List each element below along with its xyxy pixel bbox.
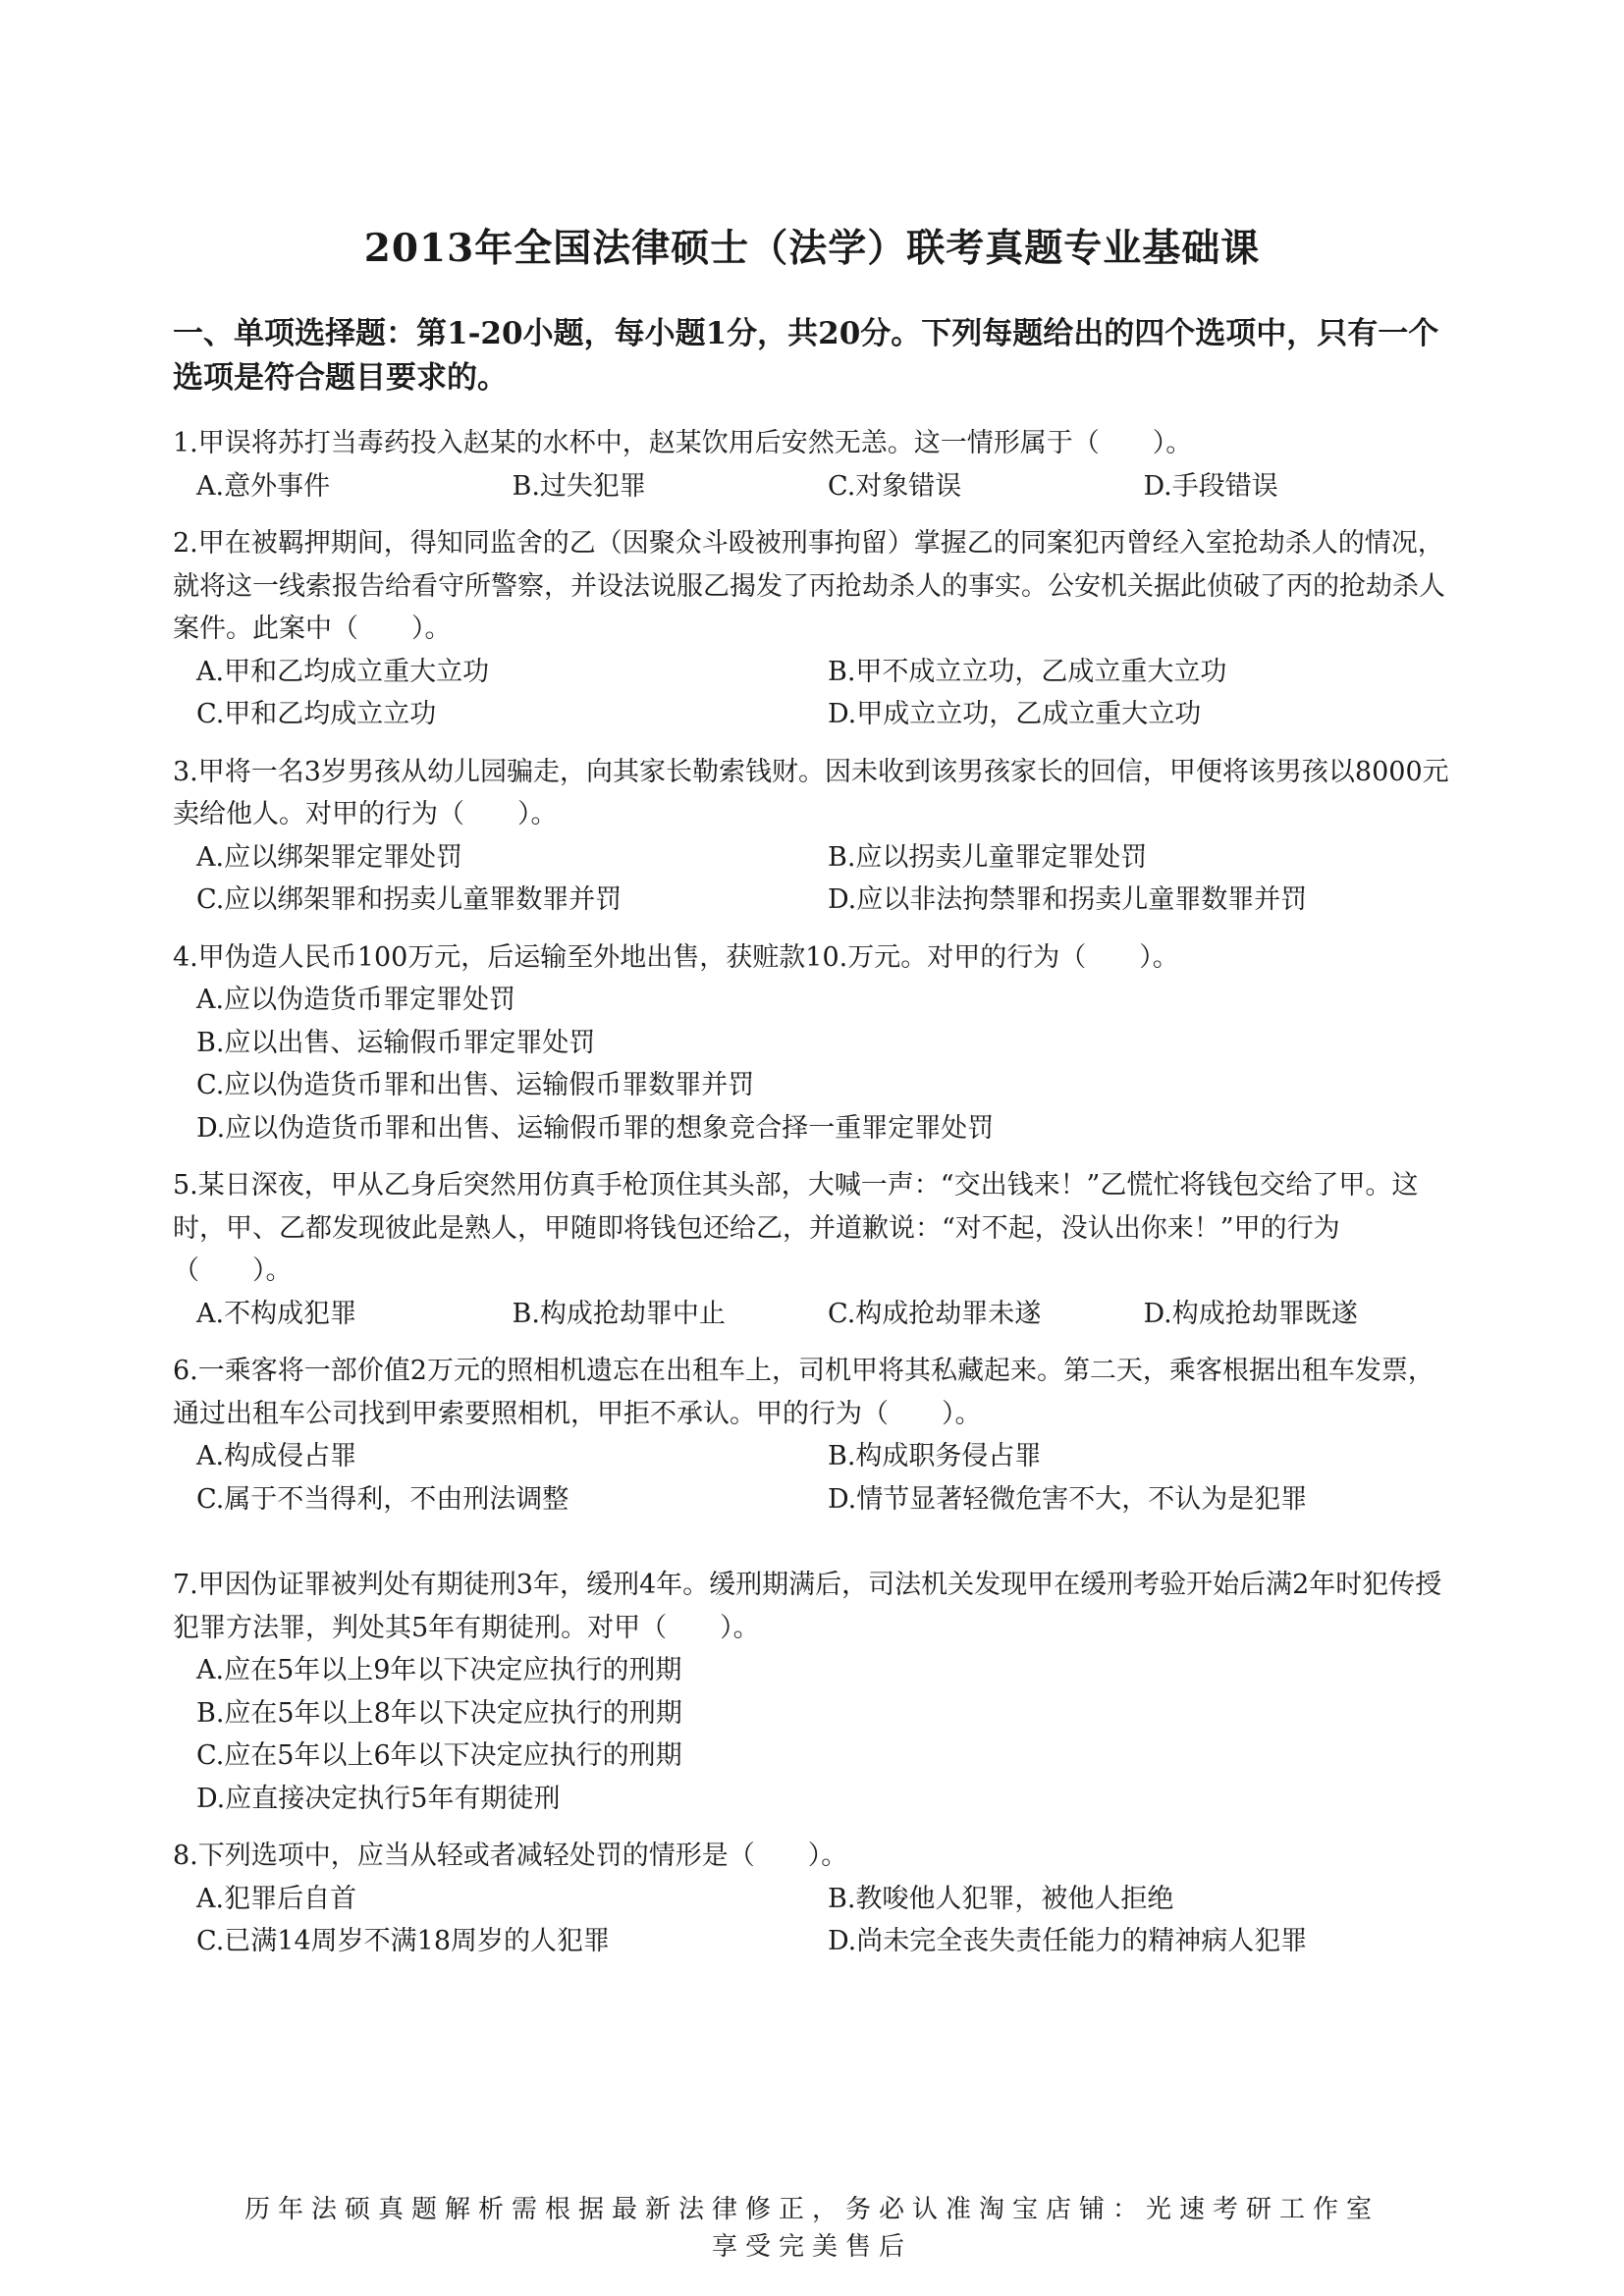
option-c: C.应以绑架罪和拐卖儿童罪数罪并罚 xyxy=(196,884,623,915)
option-a: A.应以绑架罪定罪处罚 xyxy=(196,841,463,873)
option-b: B.构成抢劫罪中止 xyxy=(512,1298,726,1329)
question-2 xyxy=(173,522,1459,736)
option-list xyxy=(173,979,1459,1149)
question-stem: 6.一乘客将一部价值2万元的照相机遗忘在出租车上，司机甲将其私藏起来。第二天，乘客根据出租车发票，通过出租车公司找到甲索要照相机，甲拒不承认。甲的行为（ ）。 xyxy=(173,1356,1435,1429)
option-d: D.应以伪造货币罪和出售、运输假币罪的想象竞合择一重罪定罪处罚 xyxy=(196,1112,995,1144)
option-list xyxy=(173,836,1459,922)
question-stem: 3.甲将一名3岁男孩从幼儿园骗走，向其家长勒索钱财。因未收到该男孩家长的回信，甲便将该男孩以8000元卖给他人。对甲的行为（ ）。 xyxy=(173,756,1449,829)
option-c: C.对象错误 xyxy=(828,470,962,502)
question-8 xyxy=(173,1835,1459,1963)
option-list xyxy=(173,1293,1459,1336)
option-a: A.不构成犯罪 xyxy=(196,1298,357,1329)
option-d: D.应直接决定执行5年有期徒刑 xyxy=(196,1783,561,1814)
question-7 xyxy=(173,1564,1459,1820)
option-d: D.手段错误 xyxy=(1143,470,1278,502)
footer-line-1: 历年法硕真题解析需根据最新法律修正，务必认准淘宝店铺：光速考研工作室 xyxy=(244,2195,1380,2224)
option-b: B.构成职务侵占罪 xyxy=(828,1441,1042,1471)
option-c: C.应以伪造货币罪和出售、运输假币罪数罪并罚 xyxy=(196,1070,755,1100)
question-1 xyxy=(173,422,1459,507)
question-3 xyxy=(173,751,1459,922)
question-5 xyxy=(173,1164,1459,1335)
question-list xyxy=(173,422,1459,1963)
option-list xyxy=(173,1649,1459,1820)
option-d: D.尚未完全丧失责任能力的精神病人犯罪 xyxy=(828,1926,1308,1956)
option-c: C.构成抢劫罪未遂 xyxy=(828,1298,1042,1329)
option-a: A.应以伪造货币罪定罪处罚 xyxy=(196,985,516,1015)
option-a: A.应在5年以上9年以下决定应执行的刑期 xyxy=(196,1655,682,1685)
question-stem: 8.下列选项中，应当从轻或者减轻处罚的情形是（ ）。 xyxy=(173,1841,848,1871)
option-c: C.已满14周岁不满18周岁的人犯罪 xyxy=(196,1926,610,1956)
option-list xyxy=(173,1435,1459,1521)
option-b: B.甲不成立立功，乙成立重大立功 xyxy=(828,656,1227,687)
option-b: B.过失犯罪 xyxy=(512,470,646,502)
option-d: D.构成抢劫罪既遂 xyxy=(1143,1298,1358,1329)
option-b: B.教唆他人犯罪，被他人拒绝 xyxy=(828,1883,1174,1914)
option-b: B.应在5年以上8年以下决定应执行的刑期 xyxy=(196,1697,682,1729)
question-stem: 7.甲因伪证罪被判处有期徒刑3年，缓刑4年。缓刑期满后，司法机关发现甲在缓刑考验开始后满2年时犯传授犯罪方法罪，判处其5年有期徒刑。对甲（ ）。 xyxy=(173,1570,1442,1643)
option-a: A.犯罪后自首 xyxy=(196,1883,357,1914)
question-stem: 4.甲伪造人民币100万元，后运输至外地出售，获赃款10.万元。对甲的行为（ ）。 xyxy=(173,941,1179,973)
option-c: C.应在5年以上6年以下决定应执行的刑期 xyxy=(196,1740,682,1771)
option-list xyxy=(173,1878,1459,1963)
section-heading: 一、单项选择题：第1-20小题，每小题1分，共20分。下列每题给出的四个选项中，只有一个选项是符合题目要求的。 xyxy=(173,316,1439,396)
question-4 xyxy=(173,936,1459,1150)
question-6 xyxy=(173,1350,1459,1521)
page-title: 2013年全国法律硕士（法学）联考真题专业基础课 xyxy=(363,226,1261,271)
option-c: C.属于不当得利，不由刑法调整 xyxy=(196,1483,569,1515)
option-list xyxy=(173,465,1459,508)
footer-note xyxy=(0,2191,1624,2266)
option-b: B.应以出售、运输假币罪定罪处罚 xyxy=(196,1027,596,1058)
question-stem: 5.某日深夜，甲从乙身后突然用仿真手枪顶住其头部，大喊一声：“交出钱来！”乙慌忙将钱包交给了甲。这时，甲、乙都发现彼此是熟人，甲随即将钱包还给乙，并道歉说：“对不起，没认出你来！”甲的行为（ ）。 xyxy=(173,1170,1419,1286)
option-d: D.甲成立立功，乙成立重大立功 xyxy=(828,699,1202,729)
footer-line-2: 享受完美售后 xyxy=(711,2232,912,2262)
question-stem: 2.甲在被羁押期间，得知同监舍的乙（因聚众斗殴被刑事拘留）掌握乙的同案犯丙曾经入室抢劫杀人的情况，就将这一线索报告给看守所警察，并设法说服乙揭发了丙抢劫杀人的事实。公安机关据此侦破了丙的抢劫杀人案件。此案中（ ）。 xyxy=(173,528,1445,644)
option-list xyxy=(173,651,1459,736)
option-a: A.甲和乙均成立重大立功 xyxy=(196,656,490,687)
option-a: A.构成侵占罪 xyxy=(196,1441,357,1471)
option-a: A.意外事件 xyxy=(196,470,331,502)
option-b: B.应以拐卖儿童罪定罪处罚 xyxy=(828,841,1148,873)
question-stem: 1.甲误将苏打当毒药投入赵某的水杯中，赵某饮用后安然无恙。这一情形属于（ ）。 xyxy=(173,428,1193,458)
option-d: D.应以非法拘禁罪和拐卖儿童罪数罪并罚 xyxy=(828,884,1308,915)
option-d: D.情节显著轻微危害不大，不认为是犯罪 xyxy=(828,1483,1308,1515)
option-c: C.甲和乙均成立立功 xyxy=(196,699,437,729)
